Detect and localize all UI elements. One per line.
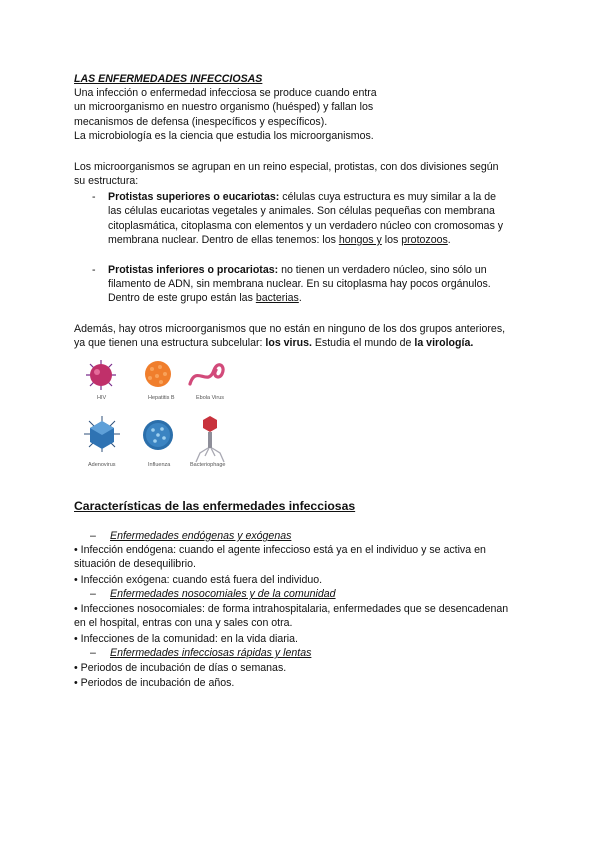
label-ebola-virus: Ebola Virus xyxy=(196,395,225,401)
bullet1-text: células cuya estructura es muy similar a la de xyxy=(279,191,496,203)
label-influenza: Influenza xyxy=(148,462,171,468)
para3-text-2a: ya que tienen una estructura subcelular: xyxy=(74,337,266,349)
hiv-virus-icon xyxy=(86,360,116,390)
text-line: • Infecciones de la comunidad: en la vida diaria. xyxy=(74,633,298,645)
text-line: • Infección exógena: cuando está fuera del individuo. xyxy=(74,574,323,586)
bullet2-text: no tienen un verdadero núcleo, sino sólo un xyxy=(278,264,487,276)
virus-term: los virus. xyxy=(265,337,312,349)
bullet2-text-3a: Dentro de este grupo están las xyxy=(108,292,256,304)
label-bacteriophage: Bacteriophage xyxy=(190,462,226,468)
bullet1-text-4b: los xyxy=(381,234,402,246)
text-line: • Periodos de incubación de días o semanas. xyxy=(74,662,287,674)
text-line: • Infecciones nosocomiales: de forma intrahospitalaria, enfermedades que se desencadenan xyxy=(74,603,509,615)
bullet-dash: - xyxy=(92,191,96,203)
bullet1-text-4a: membrana nuclear. Dentro de ellas tenemos: los xyxy=(108,234,339,246)
bullet2-line-1 xyxy=(108,263,487,277)
bacteriophage-icon xyxy=(196,416,224,462)
para3-text-2b: Estudia el mundo de xyxy=(311,337,415,349)
label-hiv: HIV xyxy=(97,395,107,401)
intro-line-2: un microorganismo en nuestro organismo (huésped) y fallan los xyxy=(74,101,374,113)
bullet2-text-3b: . xyxy=(298,292,302,304)
bullet1-line-2: las células eucariotas vegetales y animales. Son células pequeñas con membrana xyxy=(108,205,495,217)
text-line: en el hospital, entras con una y sales con otra. xyxy=(74,617,293,629)
bullet1-line-3: citoplasmática, citoplasma con elementos y un verdadero núcleo con cromosomas y xyxy=(108,220,504,232)
text-line: situación de desequilibrio. xyxy=(74,558,196,570)
virus-illustration xyxy=(78,354,250,476)
intro-line-4: La microbiología es la ciencia que estudia los microorganismos. xyxy=(74,130,374,142)
protozoos-link: protozoos xyxy=(401,234,448,246)
para2-line-2: su estructura: xyxy=(74,175,139,187)
bullet2-line-2: filamento de ADN, sin membrana nuclear. En su citoplasma hay pocos orgánulos. xyxy=(108,278,491,290)
virologia-term: la virología. xyxy=(414,337,474,349)
hongos-link: hongos y xyxy=(338,234,382,246)
intro-line-1: Una infección o enfermedad infecciosa se produce cuando entra xyxy=(74,87,377,99)
bullet1-text-4c: . xyxy=(447,234,451,246)
subheading-dash: – xyxy=(90,530,96,542)
hepatitis-b-virus-icon xyxy=(145,361,171,387)
adenovirus-icon xyxy=(84,416,120,452)
influenza-virus-icon xyxy=(143,420,173,450)
bullet1-line-4 xyxy=(108,233,451,247)
subheading-dash: – xyxy=(90,588,96,600)
subheading-dash: – xyxy=(90,647,96,659)
bullet2-heading: Protistas inferiores o procariotas: xyxy=(108,264,279,276)
section2-heading: Características de las enfermedades infecciosas xyxy=(74,499,356,513)
label-adenovirus: Adenovirus xyxy=(88,462,116,468)
subheading-nosocomiales: Enfermedades nosocomiales y de la comunidad xyxy=(110,588,336,600)
bullet1-line-1 xyxy=(108,190,496,204)
para3-line-2 xyxy=(74,336,473,350)
bullet1-heading: Protistas superiores o eucariotas: xyxy=(108,191,280,203)
bullet-dash: - xyxy=(92,264,96,276)
bacterias-link: bacterias xyxy=(255,292,299,304)
label-hepatitis-b: Hepatitis B xyxy=(148,395,175,401)
subheading-endogenas: Enfermedades endógenas y exógenas xyxy=(110,530,292,542)
text-line: • Periodos de incubación de años. xyxy=(74,677,235,689)
subheading-rapidas-lentas: Enfermedades infecciosas rápidas y lentas xyxy=(110,647,312,659)
document-title: LAS ENFERMEDADES INFECCIOSAS xyxy=(74,73,263,85)
intro-line-3: mecanismos de defensa (inespecíficos y específicos). xyxy=(74,116,328,128)
ebola-virus-icon xyxy=(190,365,223,384)
para3-line-1: Además, hay otros microorganismos que no están en ninguno de los dos grupos anteriores, xyxy=(74,323,506,335)
para2-line-1: Los microorganismos se agrupan en un reino especial, protistas, con dos divisiones según xyxy=(74,161,499,173)
bullet2-line-3 xyxy=(108,291,302,305)
text-line: • Infección endógena: cuando el agente infeccioso está ya en el individuo y se activa en xyxy=(74,544,486,556)
